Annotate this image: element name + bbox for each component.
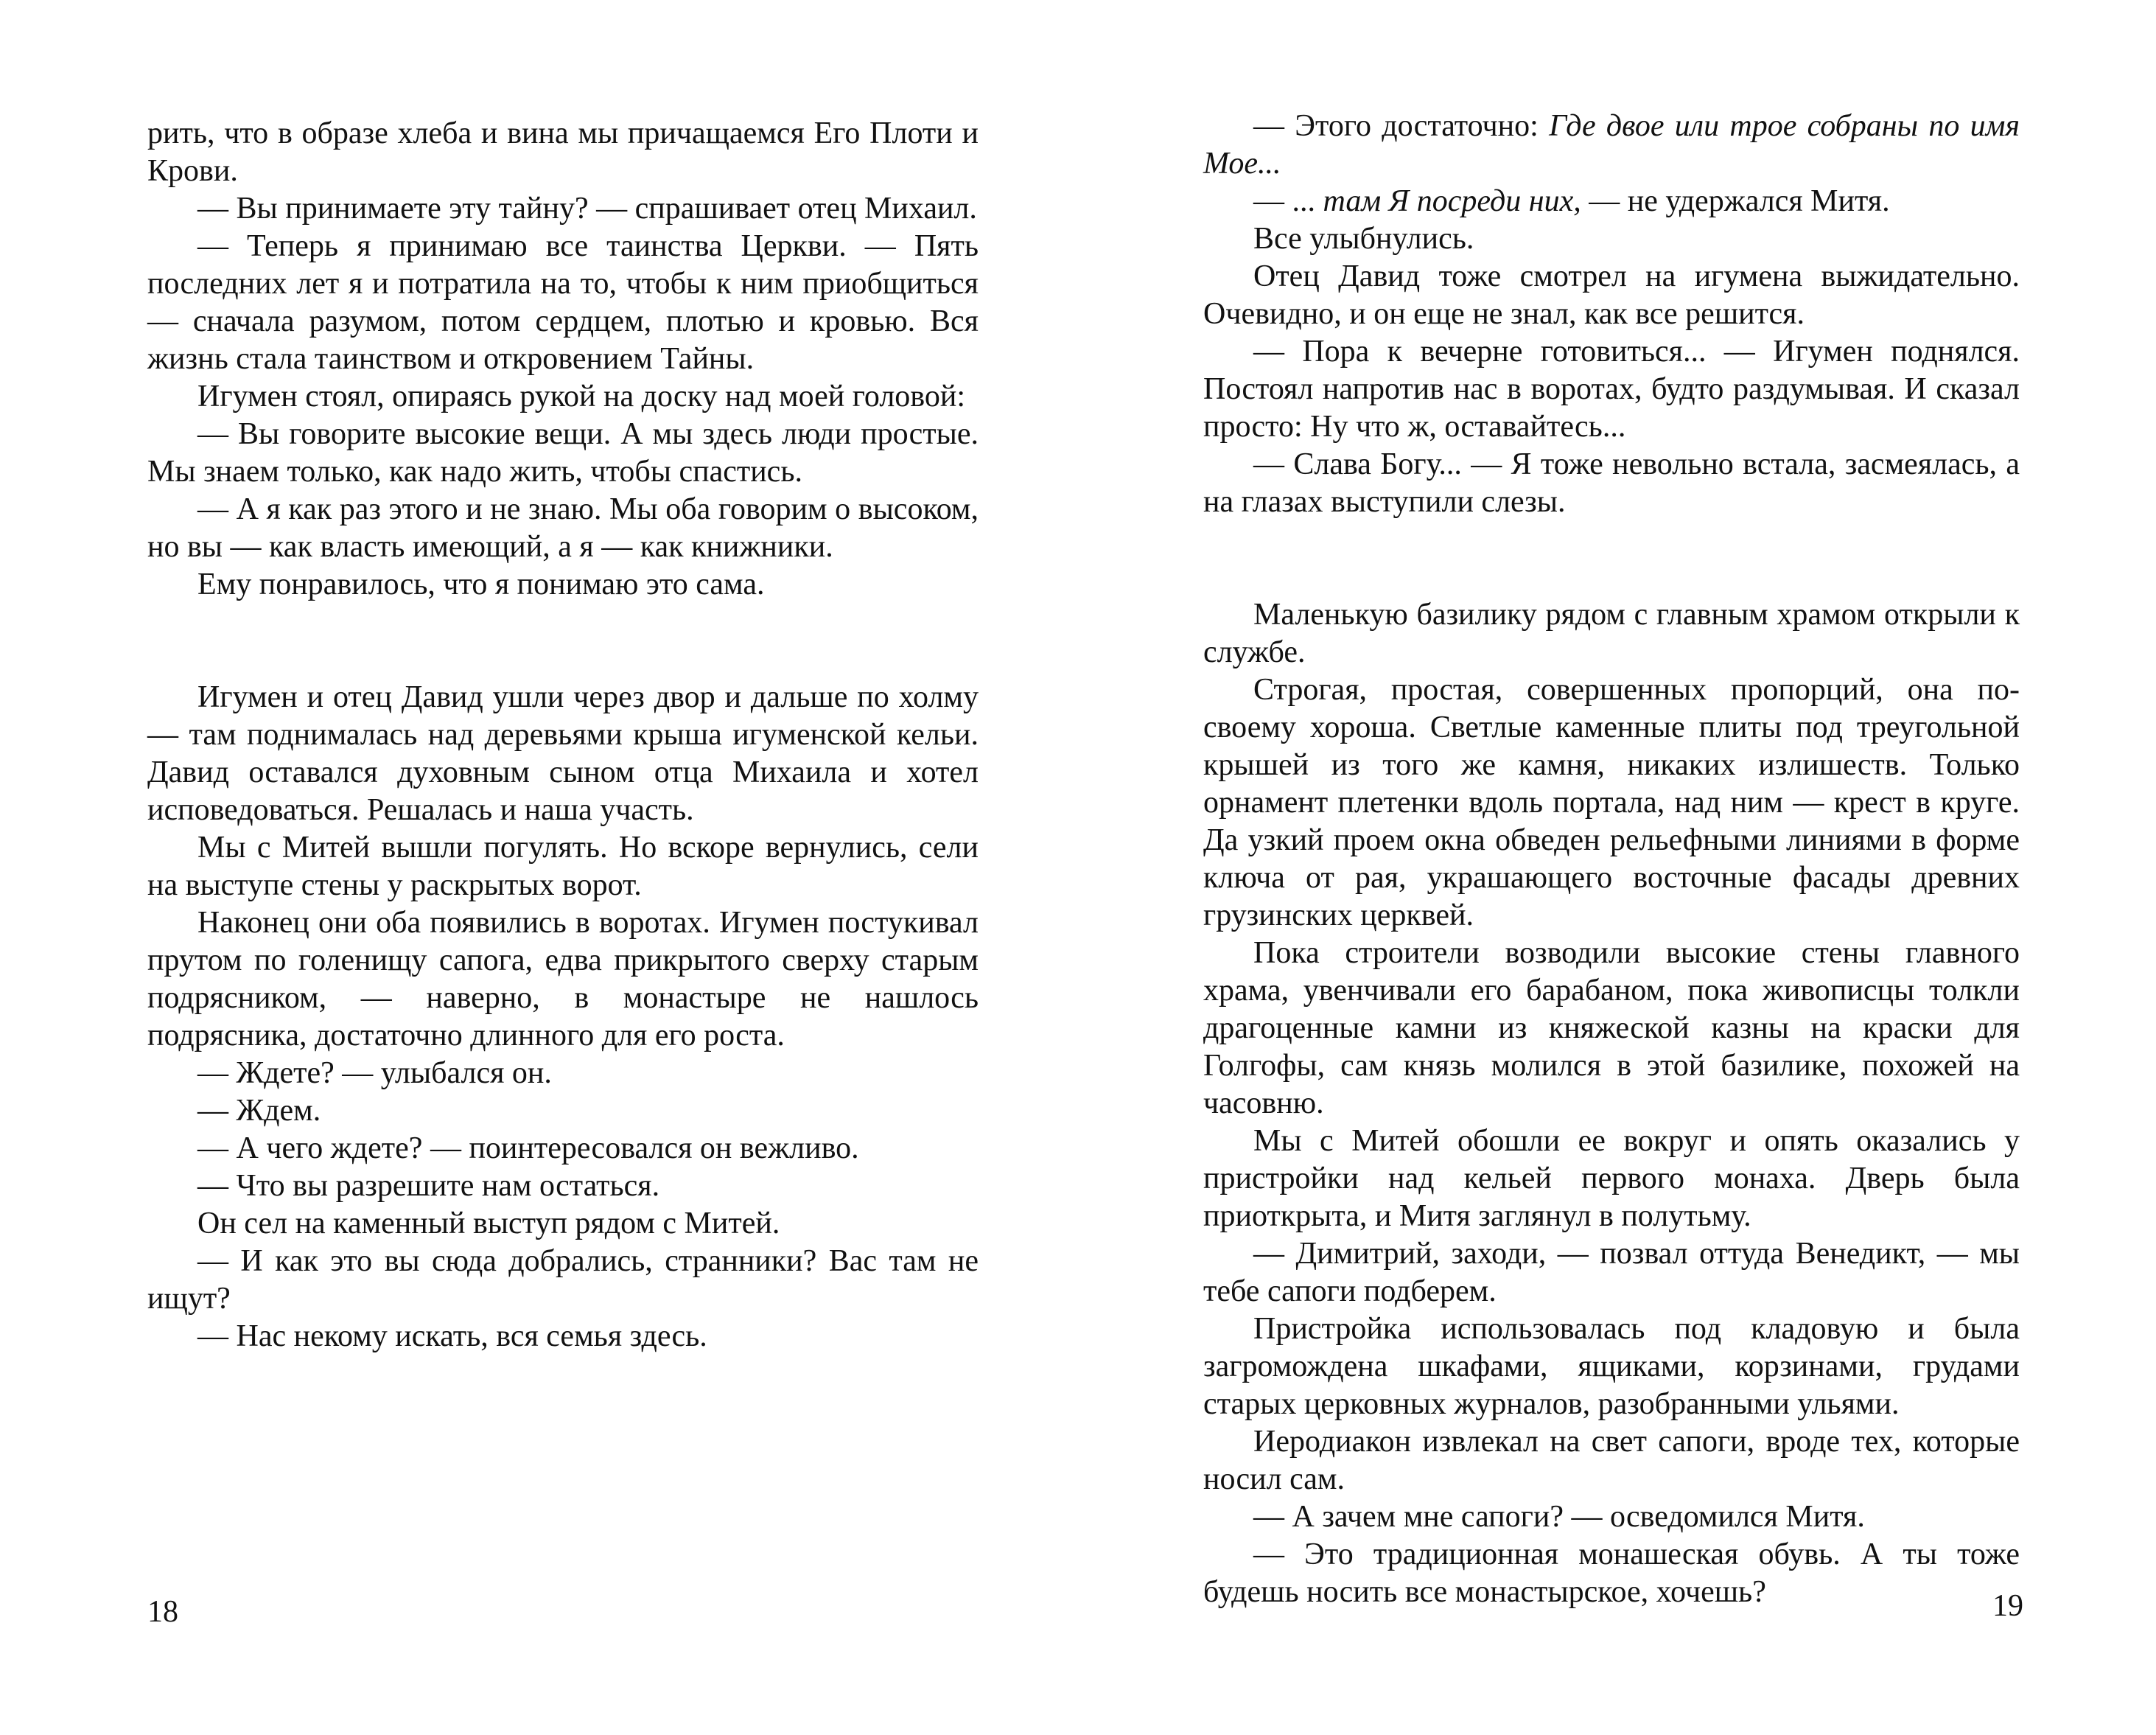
paragraph: — А чего ждете? — поинтересовался он вежливо. (197, 1131, 859, 1165)
paragraph: — Слава Богу... — Я тоже невольно встала, засмеялась, а на глазах выступили слезы. (1203, 447, 2020, 519)
section-break (1203, 521, 2020, 596)
paragraph: — Это традиционная монашеская обувь. А ты тоже будешь носить все монастырское, хочешь? (1203, 1537, 2020, 1609)
paragraph: — Ждете? — улыбался он. (197, 1056, 552, 1090)
paragraph: — Ждем. (197, 1094, 321, 1128)
paragraph: — Нас некому искать, вся семья здесь. (197, 1319, 707, 1353)
right-page (1078, 0, 2156, 1735)
paragraph: Маленькую базилику рядом с главным храмом открыли к службе. (1203, 598, 2020, 669)
paragraph: — Что вы разрешите нам остаться. (197, 1169, 660, 1203)
dialogue-dash: — Этого достаточно: (1253, 109, 1550, 143)
paragraph: Ему понравилось, что я понимаю это сама. (197, 568, 765, 601)
paragraph: — Вы говорите высокие вещи. А мы здесь люди простые. Мы знаем только, как надо жить, чтобы спастись. (147, 417, 979, 489)
paragraph (1203, 183, 2020, 220)
dialogue-text: — не удержался Митя. (1581, 184, 1890, 218)
italic-quote: там Я посреди них, (1323, 184, 1581, 218)
paragraph: — А я как раз этого и не знаю. Мы оба говорим о высоком, но вы — как власть имеющий, а я — как книжники. (147, 492, 979, 564)
paragraph: — Димитрий, заходи, — позвал оттуда Венедикт, — мы тебе сапоги подберем. (1203, 1237, 2020, 1308)
right-page-text (1203, 108, 2020, 1611)
page-number: 18 (147, 1595, 178, 1629)
paragraph: Иеродиакон извлекал на свет сапоги, вроде тех, которые носил сам. (1203, 1425, 2020, 1496)
paragraph: Мы с Митей обошли ее вокруг и опять оказались у пристройки над кельей первого монаха. Дверь была приоткрыта, и Митя заглянул в полутьму. (1203, 1124, 2020, 1233)
paragraph: — Теперь я принимаю все таинства Церкви. — Пять последних лет я и потратила на то, чтобы к ним приобщиться — сначала разумом, потом сердцем, плотью и кровью. Вся жизнь стала таинством и откровением Тайны. (147, 229, 979, 376)
paragraph: Он сел на каменный выступ рядом с Митей. (197, 1207, 780, 1240)
paragraph: Наконец они оба появились в воротах. Игумен постукивал прутом по голенищу сапога, едва прикрытого сверху старым подрясником, — наверно, в монастыре не нашлось подрясника, достаточно длинного для его роста. (147, 906, 979, 1052)
paragraph: — А зачем мне сапоги? — осведомился Митя. (1253, 1500, 1865, 1534)
paragraph: Игумен стоял, опираясь рукой на доску над моей головой: (197, 380, 965, 413)
paragraph (1203, 108, 2020, 183)
paragraph: Пристройка использовалась под кладовую и была загромождена шкафами, ящиками, корзинами, грудами старых церковных журналов, разобранными ульями. (1203, 1312, 2020, 1421)
section-break (147, 604, 979, 679)
dialogue-dash: — ... (1253, 184, 1323, 218)
paragraph: Мы с Митей вышли погулять. Но вскоре вернулись, сели на выступе стены у раскрытых ворот. (147, 831, 979, 902)
paragraph: рить, что в образе хлеба и вина мы причащаемся Его Плоти и Крови. (147, 116, 979, 188)
italic-quote: Где двое или трое собраны по имя Мое... (1203, 109, 2020, 181)
paragraph: Все улыбнулись. (1253, 222, 1474, 256)
paragraph: — Пора к вечерне готовиться... — Игумен поднялся. Постоял напротив нас в воротах, будто раздумывая. И сказал просто: Ну что ж, оставайтесь... (1203, 335, 2020, 444)
left-page-text (147, 115, 979, 1355)
page-number: 19 (1992, 1589, 2023, 1623)
paragraph: Игумен и отец Давид ушли через двор и дальше по холму — там поднималась над деревьями крыша игуменской кельи. Давид оставался духовным сыном отца Михаила и хотел исповедоваться. Решалась и наша участь. (147, 680, 979, 827)
paragraph: Пока строители возводили высокие стены главного храма, увенчивали его барабаном, пока живописцы толкли драгоценные камни из княжеской казны на краски для Голгофы, сам князь молился в этой базилике, похожей на часовню. (1203, 936, 2020, 1120)
paragraph: — И как это вы сюда добрались, странники? Вас там не ищут? (147, 1244, 979, 1316)
paragraph: — Вы принимаете эту тайну? — спрашивает отец Михаил. (197, 192, 977, 226)
paragraph: Строгая, простая, совершенных пропорций, она по-своему хороша. Светлые каменные плиты под треугольной крышей из того же камня, никаких излишеств. Только орнамент плетенки вдоль портала, над ним — крест в круге. Да узкий проем окна обведен рельефными линиями в форме ключа от рая, украшающего восточные фасады древних грузинских церквей. (1203, 673, 2020, 932)
paragraph: Отец Давид тоже смотрел на игумена выжидательно. Очевидно, и он еще не знал, как все решится. (1203, 259, 2020, 331)
